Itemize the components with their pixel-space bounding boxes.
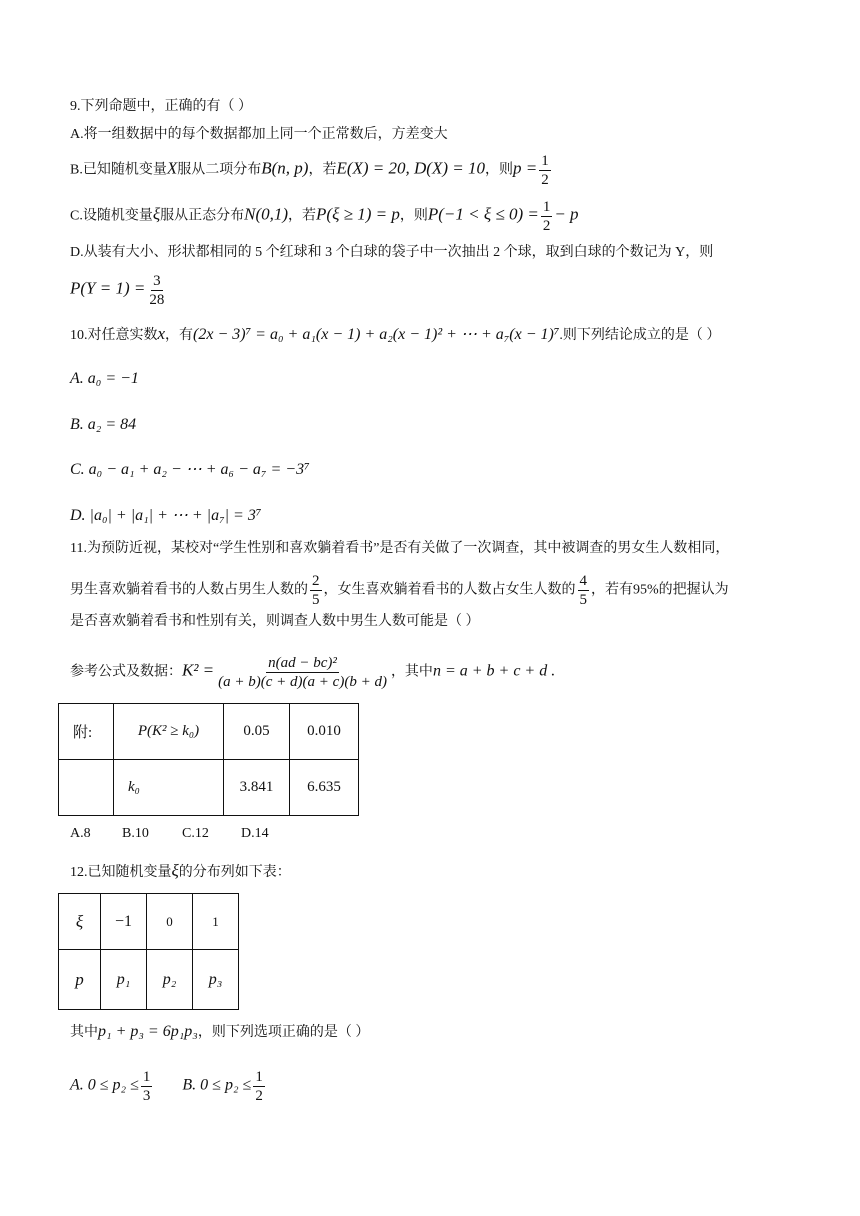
q11-formula-post: ，其中 (390, 664, 433, 680)
q12-a-den: 3 (142, 1088, 151, 1104)
q12-cond: p₁ + p₃ = 6p₁p₃ (98, 1023, 198, 1040)
q12-table-cell: −1 (101, 894, 147, 950)
q9-option-b (70, 152, 553, 189)
q10-stem-post: .则下列结论成立的是（ ） (559, 328, 721, 343)
q11-frac2-den: 5 (579, 592, 587, 608)
q10-option-d: D. |a₀| + |a₁| + ⋯ + |a₇| = 3⁷ (70, 507, 262, 524)
q11-table-row2-head: k₀ (114, 760, 224, 816)
q9-b-cond-pre: ，若 (308, 162, 337, 178)
q11-line2 (70, 572, 729, 609)
q9-c-den: 2 (542, 218, 551, 234)
q12-condition (70, 1022, 369, 1043)
q11-line2-mid: ，女生喜欢躺着看书的人数占女生人数的 (323, 582, 576, 598)
q9-b-den: 2 (541, 172, 549, 188)
q9-c-cond: P(ξ ≥ 1) = p (316, 204, 400, 224)
q12-table-cell: 1 (193, 894, 239, 950)
q10-option-a: A. a₀ = −1 (70, 370, 139, 387)
q12-option-b-pre: B. 0 ≤ p₂ ≤ (182, 1076, 252, 1094)
q9-b-var: X (166, 158, 178, 178)
q12-stem (70, 861, 291, 883)
q9-option-c (70, 198, 579, 235)
q11-option: C.12 (182, 826, 209, 841)
q9-c-mid: 服从正态分布 (160, 208, 245, 224)
q12-option-a-pre: A. 0 ≤ p₂ ≤ (70, 1076, 139, 1094)
q9-c-num: 1 (542, 199, 551, 215)
q12-option-a-fraction (141, 1068, 153, 1105)
q9-c-pre: C.设随机变量 (70, 208, 153, 224)
q11-line1: 11.为预防近视，某校对“学生性别和喜欢躺着看书”是否有关做了一次调查，其中被调查的男女生人数相同， (70, 541, 730, 556)
q9-option-d-line2 (70, 272, 168, 309)
q11-option: A.8 (70, 826, 91, 841)
q12-table-cell: p₁ (101, 950, 147, 1010)
q9-c-then: ，则 (399, 208, 428, 224)
q12-b-num: 1 (255, 1069, 263, 1085)
q12-option-b-fraction (253, 1068, 265, 1105)
q10-option-c: C. a₀ − a₁ + a₂ − ⋯ + a₆ − a₇ = −3⁷ (70, 461, 310, 478)
q12-table-cell: p (59, 950, 101, 1010)
q11-fraction-2 (578, 572, 590, 609)
q11-critical-value-table (58, 703, 359, 816)
q12-table-cell: p₂ (147, 950, 193, 1010)
q11-table-cell: 3.841 (224, 760, 290, 816)
q11-option: B.10 (122, 826, 149, 841)
q11-formula-pre: 参考公式及数据： (70, 664, 182, 680)
q12-b-den: 2 (255, 1088, 263, 1104)
q11-line2-pre: 男生喜欢躺着看书的人数占男生人数的 (70, 582, 308, 598)
q12-options (70, 1068, 267, 1105)
q12-table-cell: 0 (147, 894, 193, 950)
q9-d-res: P(Y = 1) = (70, 278, 146, 298)
q11-options (70, 824, 269, 844)
q9-b-mid: 服从二项分布 (177, 162, 262, 178)
q9-c-dist: N(0,1) (244, 204, 289, 224)
q10-stem-pre: 10.对任意实数 (70, 328, 158, 343)
q10-option-b: B. a₂ = 84 (70, 416, 137, 433)
q9-b-cond: E(X) = 20, D(X) = 10 (336, 158, 485, 178)
q12-table-cell: ξ (59, 894, 101, 950)
q10-stem (70, 324, 720, 346)
q11-table-cell: 0.05 (224, 704, 290, 760)
q11-frac1-den: 5 (312, 592, 320, 608)
q9-c-fraction (541, 198, 553, 235)
q12-distribution-table (58, 893, 239, 1010)
q9-option-a: A.将一组数据中的每个数据都加上同一个正常数后，方差变大 (70, 127, 448, 142)
q9-option-d-line1: D.从装有大小、形状都相同的 5 个红球和 3 个白球的袋子中一次抽出 2 个球，取到白球的个数记为 Y，则 (70, 245, 714, 260)
q9-b-fraction (539, 152, 551, 189)
q9-d-den: 28 (149, 292, 165, 308)
q9-c-res: P(−1 < ξ ≤ 0) = (427, 204, 539, 224)
q11-formula-fraction (216, 654, 389, 691)
q11-formula-n: n = a + b + c + d . (432, 662, 556, 680)
q11-table-empty-cell (59, 760, 114, 816)
q11-option: D.14 (241, 826, 269, 841)
q9-c-tail: − p (554, 204, 579, 224)
q9-b-then: ，则 (484, 162, 513, 178)
q11-formula-den: (a + b)(c + d)(a + c)(b + d) (218, 674, 387, 690)
q9-stem: 9.下列命题中，正确的有（ ） (70, 99, 252, 114)
q11-formula (70, 654, 555, 691)
q12-cond-pre: 其中 (70, 1025, 98, 1040)
q11-table-label: 附: (59, 704, 114, 760)
q11-frac1-num: 2 (312, 573, 320, 589)
q9-b-res: p = (512, 158, 538, 178)
q9-b-pre: B.已知随机变量 (70, 162, 167, 178)
q9-d-num: 3 (153, 273, 161, 289)
q11-fraction-1 (310, 572, 322, 609)
q12-stem-post: 的分布列如下表： (178, 865, 291, 880)
q9-d-fraction (147, 272, 166, 309)
q11-frac2-num: 4 (579, 573, 587, 589)
q10-stem-eq: (2x − 3)⁷ = a₀ + a₁(x − 1) + a₂(x − 1)² + ⋯ + a₇(x − 1)⁷ (193, 326, 560, 343)
q11-table-cell: 0.010 (290, 704, 359, 760)
q11-line3: 是否喜欢躺着看书和性别有关，则调查人数中男生人数可能是（ ） (70, 614, 480, 629)
q11-formula-num: n(ad − bc)² (268, 655, 337, 671)
q9-c-var: ξ (152, 204, 161, 224)
q12-stem-pre: 12.已知随机变量 (70, 865, 172, 880)
q11-line2-post: ，若有95%的把握认为 (591, 582, 729, 598)
q12-cond-post: ，则下列选项正确的是（ ） (197, 1025, 370, 1040)
q9-b-num: 1 (541, 153, 549, 169)
q11-table-row1-head: P(K² ≥ k₀) (114, 704, 224, 760)
q11-table-cell: 6.635 (290, 760, 359, 816)
q11-formula-lhs: K² = (182, 660, 215, 680)
q9-c-cond-pre: ，若 (288, 208, 317, 224)
q12-a-num: 1 (142, 1069, 151, 1085)
q10-stem-var: x (157, 324, 166, 343)
q12-table-cell: p₃ (193, 950, 239, 1010)
q12-stem-var: ξ (171, 861, 179, 880)
q10-stem-mid: ，有 (165, 328, 194, 343)
q9-b-dist: B(n, p) (261, 158, 309, 178)
